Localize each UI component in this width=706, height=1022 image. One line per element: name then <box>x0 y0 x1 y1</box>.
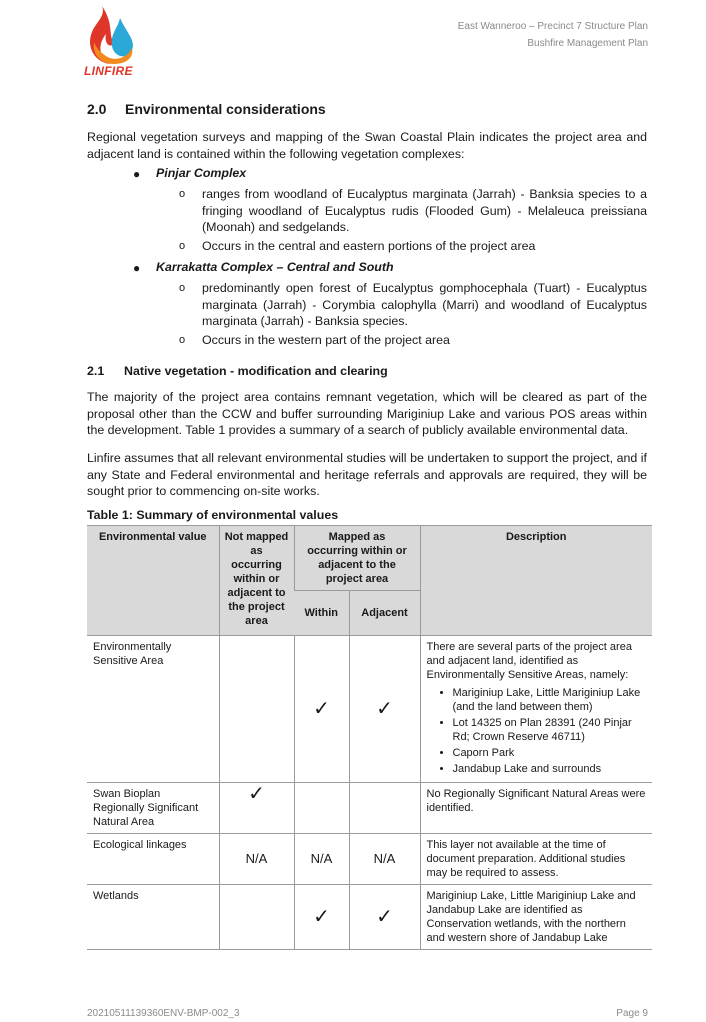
environmental-values-table <box>87 525 652 950</box>
check-icon: ✓ <box>294 636 349 783</box>
check-icon: ✓ <box>349 636 420 783</box>
check-icon: ✓ <box>219 783 294 834</box>
header-not-mapped: Not mapped as occurring within or adjacent to the project area <box>219 526 294 636</box>
cell-within: N/A <box>294 834 349 885</box>
complex-item: predominantly open forest of Eucalyptus gomphocephala (Tuart) - Eucalyptus marginata (Jarrah) - Corymbia calophylla (Marri) and woodland of Eucalyptus marginata (Jarrah) - Banksia species. <box>202 281 647 328</box>
header-mapped: Mapped as occurring within or adjacent to the project area <box>294 526 420 591</box>
cell-description: No Regionally Significant Natural Areas were identified. <box>420 783 652 834</box>
header-adjacent: Adjacent <box>349 591 420 636</box>
cell-description: There are several parts of the project area and adjacent land, identified as Environmentally Sensitive Areas, namely: • Mariginiup Lake, Little Mariginiup Lake (and the land between them) • Lot 14325 on Plan 28391 (240 Pinjar Rd; Crown Reserve 46711) • Caporn Park • Jandabup Lake and surrounds <box>420 636 652 783</box>
subsection-paragraph: Linfire assumes that all relevant environmental studies will be undertaken to support the project, and if any State and Federal environmental and heritage referrals and approvals are required, they will be sought prior to commencing on-site works. <box>87 451 647 498</box>
check-icon: ✓ <box>294 885 349 950</box>
cell-within <box>294 783 349 834</box>
complex-item: ranges from woodland of Eucalyptus marginata (Jarrah) - Banksia species to a fringing woodland of Eucalyptus rudis (Flooded Gum) - Melaleuca preissiana (Moonah) and sedgelands. <box>202 187 647 234</box>
logo-text: LINFIRE <box>84 64 133 78</box>
header-project-title: East Wanneroo – Precinct 7 Structure Plan <box>457 21 648 32</box>
bullet-icon: ● <box>133 167 141 181</box>
cell-not-mapped: N/A <box>219 834 294 885</box>
complex-title: Pinjar Complex <box>156 166 247 180</box>
cell-value: Wetlands <box>87 885 219 950</box>
cell-adjacent <box>349 783 420 834</box>
list-item: • Lot 14325 on Plan 28391 (240 Pinjar Rd; Crown Reserve 46711) <box>453 716 647 744</box>
list-item: • Jandabup Lake and surrounds <box>453 762 647 776</box>
header-document-title: Bushfire Management Plan <box>527 38 648 49</box>
subsection-heading: 2.1 Native vegetation - modification and clearing <box>87 364 388 378</box>
circle-bullet-icon: o <box>179 334 186 346</box>
table-row <box>87 834 652 885</box>
cell-description: This layer not available at the time of document preparation. Additional studies may be required to assess. <box>420 834 652 885</box>
section-intro: Regional vegetation surveys and mapping of the Swan Coastal Plain indicates the project area and adjacent land is contained within the following vegetation complexes: <box>87 130 647 161</box>
list-item: • Caporn Park <box>453 746 647 760</box>
complex-item: Occurs in the western part of the project area <box>202 333 450 347</box>
header-within: Within <box>294 591 349 636</box>
cell-value: Ecological linkages <box>87 834 219 885</box>
cell-description: Mariginiup Lake, Little Mariginiup Lake and Jandabup Lake are identified as Conservation wetlands, with the northern and western shore of Jandabup Lake <box>420 885 652 950</box>
circle-bullet-icon: o <box>179 240 186 252</box>
cell-not-mapped <box>219 636 294 783</box>
check-icon: ✓ <box>349 885 420 950</box>
bullet-icon: ● <box>133 261 141 275</box>
complex-item: Occurs in the central and eastern portions of the project area <box>202 239 536 253</box>
cell-value: Swan Bioplan Regionally Significant Natural Area <box>87 783 219 834</box>
table-row <box>87 636 652 783</box>
cell-adjacent: N/A <box>349 834 420 885</box>
circle-bullet-icon: o <box>179 188 186 200</box>
table-row <box>87 783 652 834</box>
table-caption: Table 1: Summary of environmental values <box>87 508 339 522</box>
circle-bullet-icon: o <box>179 282 186 294</box>
list-item: • Mariginiup Lake, Little Mariginiup Lake (and the land between them) <box>453 686 647 714</box>
footer-page-number: Page 9 <box>616 1008 648 1019</box>
subsection-paragraph: The majority of the project area contains remnant vegetation, which will be cleared as part of the proposal other than the CCW and buffer surrounding Mariginiup Lake and various POS areas within the development. Table 1 provides a summary of a search of publicly available environmental data. <box>87 390 647 437</box>
section-heading: 2.0 Environmental considerations <box>87 101 326 117</box>
cell-value: Environmentally Sensitive Area <box>87 636 219 783</box>
complex-title: Karrakatta Complex – Central and South <box>156 260 394 274</box>
header-environmental-value: Environmental value <box>87 526 219 636</box>
header-description: Description <box>420 526 652 636</box>
footer-document-id: 20210511139360ENV-BMP-002_3 <box>87 1008 240 1019</box>
table-row <box>87 885 652 950</box>
cell-not-mapped <box>219 885 294 950</box>
